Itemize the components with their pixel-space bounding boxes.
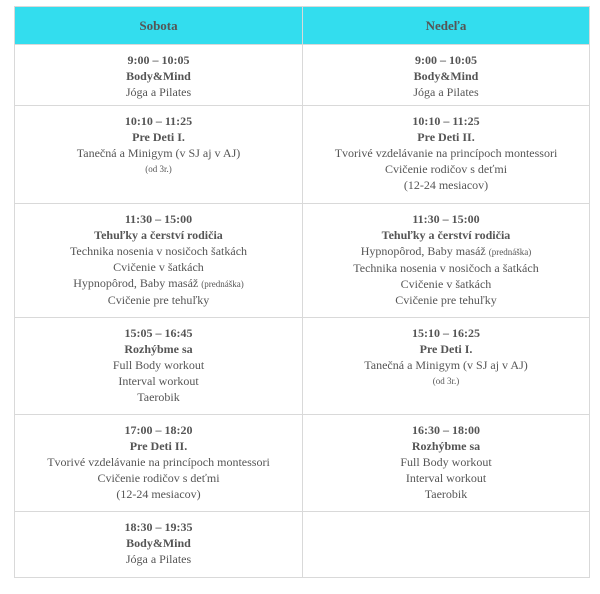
slot-age-note: (od 3r.) (145, 164, 172, 174)
slot-activity: Tvorivé vzdelávanie na princípoch montessori (47, 455, 270, 469)
slot-activity: Technika nosenia v nosičoch šatkách (69, 244, 248, 258)
slot-time: 16:30 – 18:00 (412, 423, 480, 437)
slot-activity: Jóga a Pilates (125, 85, 192, 99)
slot-activity: Full Body workout (400, 455, 492, 469)
header-saturday: Sobota (15, 7, 303, 45)
lecture-note: (prednáška) (201, 279, 244, 289)
schedule-table (14, 6, 590, 578)
slot-activity: Cvičenie v šatkách (113, 260, 204, 274)
slot-activity: Cvičenie rodičov s deťmi (97, 471, 220, 485)
sunday-slot (303, 204, 590, 318)
table-row (15, 106, 590, 204)
table-row (15, 512, 590, 578)
slot-activity-with-note (15, 275, 302, 292)
header-sunday: Nedeľa (303, 7, 590, 45)
slot-title: Pre Deti II. (417, 130, 475, 144)
slot-activity-with-note (303, 243, 589, 260)
slot-activity: Hypnopôrod, Baby masáž (360, 244, 486, 258)
table-row (15, 318, 590, 415)
saturday-slot (15, 318, 303, 415)
slot-title: Body&Mind (413, 69, 479, 83)
saturday-slot (15, 106, 303, 204)
sunday-slot (303, 45, 590, 106)
slot-age-note: (od 3r.) (432, 376, 460, 386)
slot-time: 15:10 – 16:25 (412, 326, 480, 340)
slot-title: Body&Mind (126, 536, 191, 550)
header-row (15, 7, 590, 45)
slot-title: Pre Deti II. (129, 439, 188, 453)
slot-time: 17:00 – 18:20 (124, 423, 193, 437)
lecture-note: (prednáška) (488, 247, 532, 257)
slot-title: Pre Deti I. (419, 342, 473, 356)
slot-title: Tehuľky a čerství rodičia (381, 228, 511, 242)
slot-activity: Cvičenie pre tehuľky (107, 293, 210, 307)
slot-time: 11:30 – 15:00 (412, 212, 480, 226)
slot-activity: Full Body workout (112, 358, 205, 372)
slot-activity: Cvičenie v šatkách (400, 277, 492, 291)
slot-activity: Taerobik (424, 487, 468, 501)
slot-activity: Cvičenie pre tehuľky (395, 293, 497, 307)
slot-activity: Interval workout (118, 374, 199, 388)
slot-time: 10:10 – 11:25 (124, 114, 193, 128)
table-row (15, 204, 590, 318)
saturday-slot (15, 512, 303, 578)
slot-time: 11:30 – 15:00 (124, 212, 193, 226)
slot-activity: (12-24 mesiacov) (116, 487, 201, 501)
sunday-slot (303, 318, 590, 415)
slot-activity: Hypnopôrod, Baby masáž (73, 276, 199, 290)
slot-activity: Jóga a Pilates (413, 85, 479, 99)
sunday-slot (303, 415, 590, 512)
slot-title: Body&Mind (126, 69, 191, 83)
table-row (15, 415, 590, 512)
saturday-slot (15, 204, 303, 318)
saturday-slot (15, 45, 303, 106)
slot-time: 9:00 – 10:05 (415, 53, 477, 67)
slot-activity: Cvičenie rodičov s deťmi (384, 162, 508, 176)
slot-activity: Taerobik (137, 390, 180, 404)
slot-activity: Tvorivé vzdelávanie na princípoch montessori (334, 146, 558, 160)
slot-activity: Jóga a Pilates (125, 552, 192, 566)
slot-activity: Tanečná a Minigym (v SJ aj v AJ) (364, 358, 528, 372)
slot-time: 18:30 – 19:35 (124, 520, 193, 534)
slot-time: 10:10 – 11:25 (412, 114, 480, 128)
slot-time: 9:00 – 10:05 (127, 53, 190, 67)
slot-activity: Technika nosenia v nosičoch a šatkách (353, 261, 539, 275)
slot-title: Rozhýbme sa (411, 439, 481, 453)
slot-title: Tehuľky a čerství rodičia (94, 228, 223, 242)
slot-activity: Tanečná a Minigym (v SJ aj v AJ) (76, 146, 241, 160)
slot-activity: (12-24 mesiacov) (403, 178, 489, 192)
slot-title: Pre Deti I. (132, 130, 185, 144)
sunday-slot (303, 106, 590, 204)
slot-activity: Interval workout (405, 471, 487, 485)
slot-time: 15:05 – 16:45 (124, 326, 193, 340)
slot-title: Rozhýbme sa (124, 342, 193, 356)
saturday-slot (15, 415, 303, 512)
table-row (15, 45, 590, 106)
sunday-slot-empty (303, 512, 590, 578)
